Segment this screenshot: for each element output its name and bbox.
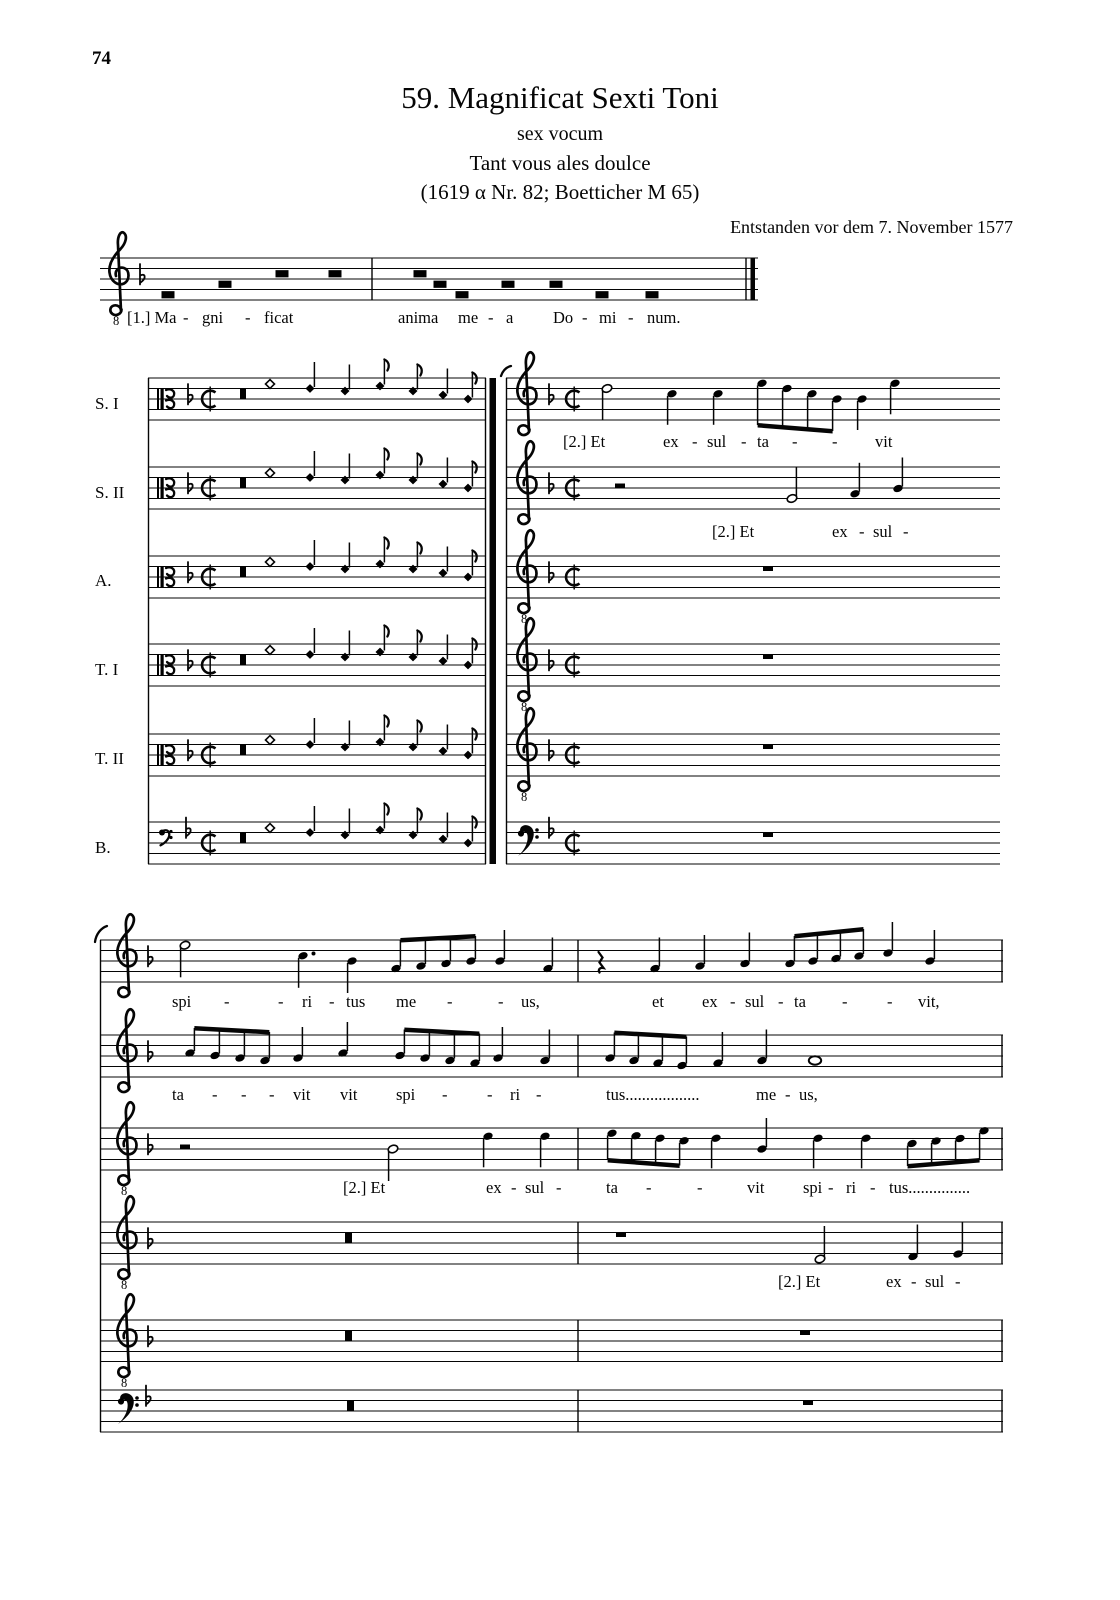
lyric-syllable: vit	[340, 1085, 358, 1104]
flat-sign	[140, 264, 145, 285]
lyric-syllable: -	[887, 992, 893, 1011]
treble-clef	[117, 914, 136, 997]
lyric-syllable: -	[183, 308, 189, 327]
lyric-syllable: -	[692, 432, 698, 451]
lyric-syllable: ex	[702, 992, 718, 1011]
staff-lines	[148, 644, 486, 686]
flat-sign	[188, 740, 193, 761]
flat-sign	[146, 1386, 151, 1407]
lyric-syllable: me	[756, 1085, 777, 1104]
lyric-syllable: -	[556, 1178, 562, 1197]
lyric-syllable: sul	[873, 522, 893, 541]
lyric-syllable: -	[955, 1272, 961, 1291]
flat-sign	[549, 473, 554, 494]
lyric-syllable: -	[487, 1085, 493, 1104]
staff2-notes	[184, 1022, 821, 1070]
mensural-notes	[240, 360, 477, 404]
lyric-syllable: vit	[293, 1085, 311, 1104]
lyric-syllable: -	[859, 522, 865, 541]
lyric-syllable: tus	[346, 992, 366, 1011]
beam	[194, 1026, 269, 1035]
system-1	[95, 352, 1000, 864]
octave-treble-clef	[117, 1102, 136, 1198]
lyric-syllable: -	[582, 308, 588, 327]
lyric-syllable: -	[785, 1085, 791, 1104]
mensural-notes	[240, 538, 477, 582]
chant-notes	[162, 270, 659, 298]
lyric-syllable: [1.] Ma	[127, 308, 177, 327]
flat-sign	[186, 818, 191, 839]
breve-rest	[347, 1401, 354, 1412]
lyric-syllable: -	[442, 1085, 448, 1104]
whole-rest	[803, 1401, 813, 1406]
whole-rest	[616, 1233, 626, 1238]
lyric-syllable: ta	[172, 1085, 184, 1104]
lyric-syllable: a	[506, 308, 514, 327]
whole-rest	[800, 1331, 810, 1336]
lyric-syllable: ex	[486, 1178, 502, 1197]
lyric-syllable: ri	[510, 1085, 521, 1104]
half-rest	[615, 484, 625, 489]
flat-sign	[148, 1134, 153, 1155]
lyric-syllable: -	[628, 308, 634, 327]
staff3-lyrics	[343, 1178, 970, 1197]
lyric-syllable: -	[224, 992, 230, 1011]
quarter-rest	[599, 952, 604, 973]
lyric-syllable: me	[396, 992, 417, 1011]
soprano1-lyrics	[563, 432, 893, 451]
lyric-syllable: num.	[647, 308, 681, 327]
lyric-syllable: tus...............	[889, 1178, 971, 1197]
lyric-syllable: -	[792, 432, 798, 451]
lyric-syllable: spi	[172, 992, 192, 1011]
lyric-syllable: me	[458, 308, 479, 327]
lyric-syllable: -	[911, 1272, 917, 1291]
mensural-notes	[240, 449, 477, 493]
octave-treble-clef	[517, 618, 536, 714]
incipit-system	[100, 232, 758, 328]
lyric-syllable: vit,	[918, 992, 940, 1011]
flat-sign	[188, 473, 193, 494]
mensural-notes	[240, 804, 477, 848]
lyric-syllable: -	[730, 992, 736, 1011]
staff-lines	[100, 1222, 1003, 1264]
lyric-syllable: -	[498, 992, 504, 1011]
lyric-syllable: et	[652, 992, 664, 1011]
catalog-reference: (1619 α Nr. 82; Boetticher M 65)	[420, 180, 700, 204]
flat-sign	[148, 1326, 153, 1347]
lyric-syllable: sul	[745, 992, 765, 1011]
staff-lines	[148, 734, 486, 776]
voice-label: A.	[95, 571, 112, 590]
lyric-syllable: -	[697, 1178, 703, 1197]
lyric-syllable: -	[269, 1085, 275, 1104]
voice-label: S. II	[95, 483, 125, 502]
lyric-syllable: us,	[799, 1085, 818, 1104]
lyric-syllable: ta	[794, 992, 806, 1011]
flat-sign	[188, 384, 193, 405]
voice-labels	[95, 394, 125, 857]
lyric-syllable: ta	[606, 1178, 618, 1197]
octave-treble-clef	[109, 232, 128, 328]
lyric-syllable: ri	[302, 992, 313, 1011]
lyric-syllable: tus..................	[606, 1085, 700, 1104]
lyric-syllable: -	[832, 432, 838, 451]
voice-label: S. I	[95, 394, 119, 413]
modern-staves	[501, 352, 1000, 864]
whole-rest	[763, 833, 773, 838]
breve-rest	[345, 1331, 352, 1342]
lyric-syllable: spi	[803, 1178, 823, 1197]
staff-lines	[100, 258, 758, 300]
lyric-syllable: -	[278, 992, 284, 1011]
staff-lines	[100, 1128, 1003, 1170]
system-hook	[501, 366, 511, 376]
lyric-syllable: us,	[521, 992, 540, 1011]
flat-sign	[549, 740, 554, 761]
octave-treble-clef	[517, 530, 536, 626]
flat-sign	[148, 1041, 153, 1062]
lyric-syllable: ri	[846, 1178, 857, 1197]
lyric-syllable: Do	[553, 308, 574, 327]
final-barline-thick	[751, 258, 756, 300]
lyric-syllable: -	[212, 1085, 218, 1104]
mensural-notes	[240, 716, 477, 760]
header-group	[92, 48, 1013, 237]
flat-sign	[188, 562, 193, 583]
staff4-lyrics	[778, 1272, 961, 1291]
soprano2-lyrics	[712, 522, 909, 541]
treble-clef	[517, 352, 536, 435]
lyric-syllable: -	[536, 1085, 542, 1104]
staff-lines	[506, 822, 1000, 864]
flat-sign	[549, 818, 554, 839]
lyric-syllable: [2.] Et	[563, 432, 606, 451]
whole-rest	[763, 567, 773, 572]
staff-lines	[506, 644, 1000, 686]
flat-sign	[549, 650, 554, 671]
lyric-syllable: -	[828, 1178, 834, 1197]
lyric-syllable: [2.] Et	[778, 1272, 821, 1291]
page-number: 74	[92, 48, 111, 69]
flat-sign	[148, 1228, 153, 1249]
treble-clef	[117, 1009, 136, 1092]
lyric-syllable: vit	[875, 432, 893, 451]
staff-lines	[148, 467, 486, 509]
lyric-syllable: -	[329, 992, 335, 1011]
lyric-syllable: -	[447, 992, 453, 1011]
provenance-note: Entstanden vor dem 7. November 1577	[730, 217, 1013, 237]
whole-rest	[763, 745, 773, 750]
flat-sign	[188, 650, 193, 671]
section-barline-thick	[490, 378, 497, 864]
lyric-syllable: sul	[707, 432, 727, 451]
octave-treble-clef	[117, 1294, 136, 1390]
flat-sign	[148, 946, 153, 967]
voice-label: B.	[95, 838, 111, 857]
beam	[614, 1031, 686, 1040]
staff1-lyrics	[172, 992, 940, 1011]
mensural-incipits	[148, 360, 496, 865]
octave-treble-clef	[517, 708, 536, 804]
staff2-lyrics	[172, 1085, 818, 1104]
beam	[794, 927, 863, 939]
lyric-syllable: gni	[202, 308, 224, 327]
lyric-syllable: anima	[398, 308, 439, 327]
half-rest	[180, 1145, 190, 1150]
lyric-syllable: ex	[886, 1272, 902, 1291]
treble-clef	[517, 441, 536, 524]
system-2	[95, 914, 1003, 1432]
page-title: 59. Magnificat Sexti Toni	[401, 80, 719, 115]
lyric-syllable: ex	[832, 522, 848, 541]
beam	[400, 934, 475, 943]
whole-rest	[763, 655, 773, 660]
staff-lines	[148, 556, 486, 598]
mensural-notes	[240, 626, 477, 670]
staff-lines	[148, 822, 486, 864]
lyric-syllable: -	[646, 1178, 652, 1197]
lyric-syllable: [2.] Et	[343, 1178, 386, 1197]
lyric-syllable: ex	[663, 432, 679, 451]
lyric-syllable: -	[842, 992, 848, 1011]
incipit-lyrics	[127, 308, 680, 327]
breve-rest	[345, 1233, 352, 1244]
staff-lines	[100, 1320, 1003, 1362]
staff-lines	[100, 1035, 1003, 1077]
score-canvas: 8 74 59. Magnificat Sexti Toni sex vocum Tant vous ales doulce (1619 α Nr. 82; Boetticher M 65) Entstanden vor dem 7. November 1577 [1.] Ma - gni - ficat anima me - a Do - mi - num. S. I S. II A. T. I T. II B. [2.] Et ex - sul - ta - - vit [2.] Et ex - sul - spi - - ri - tus me - - us, et ex - sul - ta - - vit, ta - - - vit vit spi - - ri - tus.................. me - us, [2.] Et ex - sul - ta - - vit spi - ri - tus............... [2.] Et ex - sul -	[0, 0, 1120, 1600]
lyric-syllable: spi	[396, 1085, 416, 1104]
octave-treble-clef	[117, 1196, 136, 1292]
subtitle-source: Tant vous ales doulce	[469, 151, 651, 175]
bass-clef	[118, 1393, 139, 1424]
staff6-notes	[347, 1401, 813, 1412]
soprano2-notes	[615, 458, 904, 504]
staff-lines	[506, 734, 1000, 776]
subtitle-voices: sex vocum	[516, 123, 604, 145]
flat-sign	[549, 562, 554, 583]
lyric-syllable: mi	[599, 308, 617, 327]
staff-lines	[506, 467, 1000, 509]
staff-lines	[100, 940, 1003, 982]
lyric-syllable: -	[870, 1178, 876, 1197]
lyric-syllable: -	[241, 1085, 247, 1104]
lyric-syllable: -	[511, 1178, 517, 1197]
lyric-syllable: -	[778, 992, 784, 1011]
lyric-syllable: ta	[757, 432, 769, 451]
lyric-syllable: -	[488, 308, 494, 327]
lyric-syllable: vit	[747, 1178, 765, 1197]
staff-lines	[148, 378, 486, 420]
lyric-syllable: sul	[925, 1272, 945, 1291]
voice-label: T. II	[95, 749, 124, 768]
staff-lines	[506, 556, 1000, 598]
lyric-syllable: -	[903, 522, 909, 541]
flat-sign	[549, 384, 554, 405]
lyric-syllable: -	[245, 308, 251, 327]
soprano1-notes	[601, 378, 901, 433]
lyric-syllable: ficat	[264, 308, 294, 327]
voice-label: T. I	[95, 660, 119, 679]
whole-note	[809, 1056, 821, 1064]
staff-lines	[506, 378, 1000, 420]
lyric-syllable: sul	[525, 1178, 545, 1197]
lyric-syllable: [2.] Et	[712, 522, 755, 541]
staff-lines	[100, 1390, 1003, 1432]
bass-clef	[518, 825, 539, 856]
lyric-syllable: -	[741, 432, 747, 451]
